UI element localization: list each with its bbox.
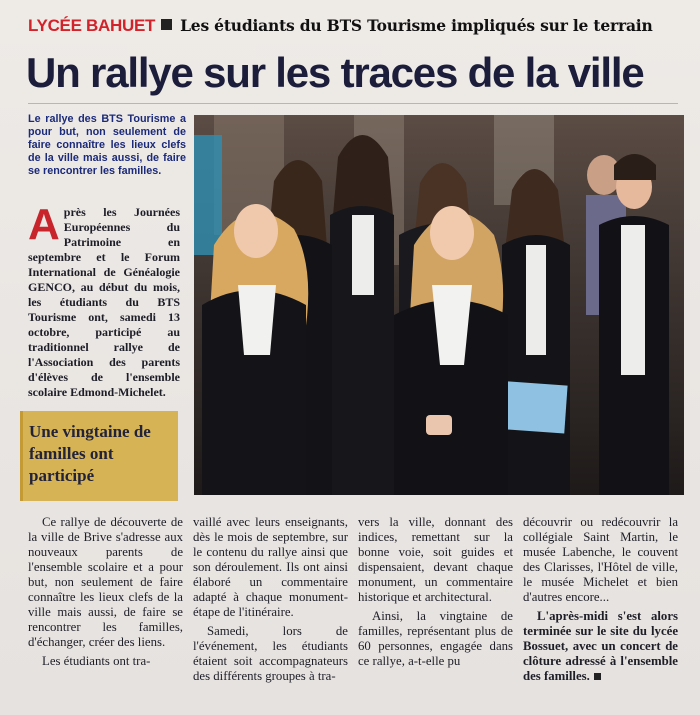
square-bullet-icon xyxy=(161,19,172,30)
paragraph: Samedi, lors de l'événement, les étudiants étaient soit accompagnateurs des différents groupes à tra- xyxy=(193,624,348,683)
paragraph: Ce rallye de découverte de la ville de Brive s'adresse aux nouveaux parents de l'ensemble scolaire et a pour but, non seulement de faire connaître les lieux clefs de la ville mais aussi, de faire se rencontrer les familles, d'échanger, créer des liens. xyxy=(28,515,183,649)
paragraph: découvrir ou redécouvrir la collégiale Saint Martin, le musée Labenche, le couvent des Clarisses, l'Hôtel de ville, le musée Michelet et bien d'autres encore... xyxy=(523,515,678,604)
article-body xyxy=(28,515,684,707)
pull-quote: Une vingtaine de familles ont participé xyxy=(29,422,151,485)
end-square-icon xyxy=(594,673,601,680)
kicker xyxy=(28,16,653,42)
paragraph: vaillé avec leurs enseignants, dès le mois de septembre, sur le contenu du rallye ainsi que son déroulement. Ils ont ainsi élaboré un commentaire adapté à chaque monument-étape de l'itinéraire. xyxy=(193,515,348,619)
kicker-title: Les étudiants du BTS Tourisme impliqués sur le terrain xyxy=(180,16,653,35)
paragraph: Les étudiants ont tra- xyxy=(42,654,151,668)
chapo: Le rallye des BTS Tourisme a pour but, non seulement de faire connaître les lieux clefs de la ville mais aussi, de faire se rencontrer les familles. xyxy=(28,113,186,177)
pull-quote-box xyxy=(20,411,178,501)
students-photo-illustration xyxy=(194,115,684,495)
intro-text: près les Journées Européennes du Patrimoine en septembre et le Forum International de Généalogie GENCO, au début du mois, les étudiants du BTS Tourisme ont, samedi 13 octobre, participé au traditionnel rallye de l'Association des parents d'élèves de l'ensemble scolaire Edmond-Michelet. xyxy=(28,205,180,399)
group-photo xyxy=(194,115,684,495)
closing-paragraph xyxy=(523,609,678,684)
intro-paragraph xyxy=(28,200,180,400)
divider xyxy=(28,103,678,104)
school-name: LYCÉE BAHUET xyxy=(28,16,156,35)
column-1 xyxy=(28,515,183,707)
column-4 xyxy=(523,515,678,707)
column-3 xyxy=(358,515,513,707)
paragraph: Ainsi, la vingtaine de familles, représentant plus de 60 personnes, engagée dans ce rallye, a-t-elle pu xyxy=(358,609,513,668)
closing-text: L'après-midi s'est alors terminée sur le site du lycée Bossuet, avec un concert de clôture adressé à l'ensemble des familles. xyxy=(523,609,678,683)
column-2 xyxy=(193,515,348,707)
paragraph: vers la ville, donnant des indices, remettant sur la bonne voie, soit guides et dispensaient, devant chaque monument, un commentaire historique et architectural. xyxy=(358,515,513,604)
drop-cap: A xyxy=(28,200,60,249)
headline: Un rallye sur les traces de la ville xyxy=(26,49,644,96)
